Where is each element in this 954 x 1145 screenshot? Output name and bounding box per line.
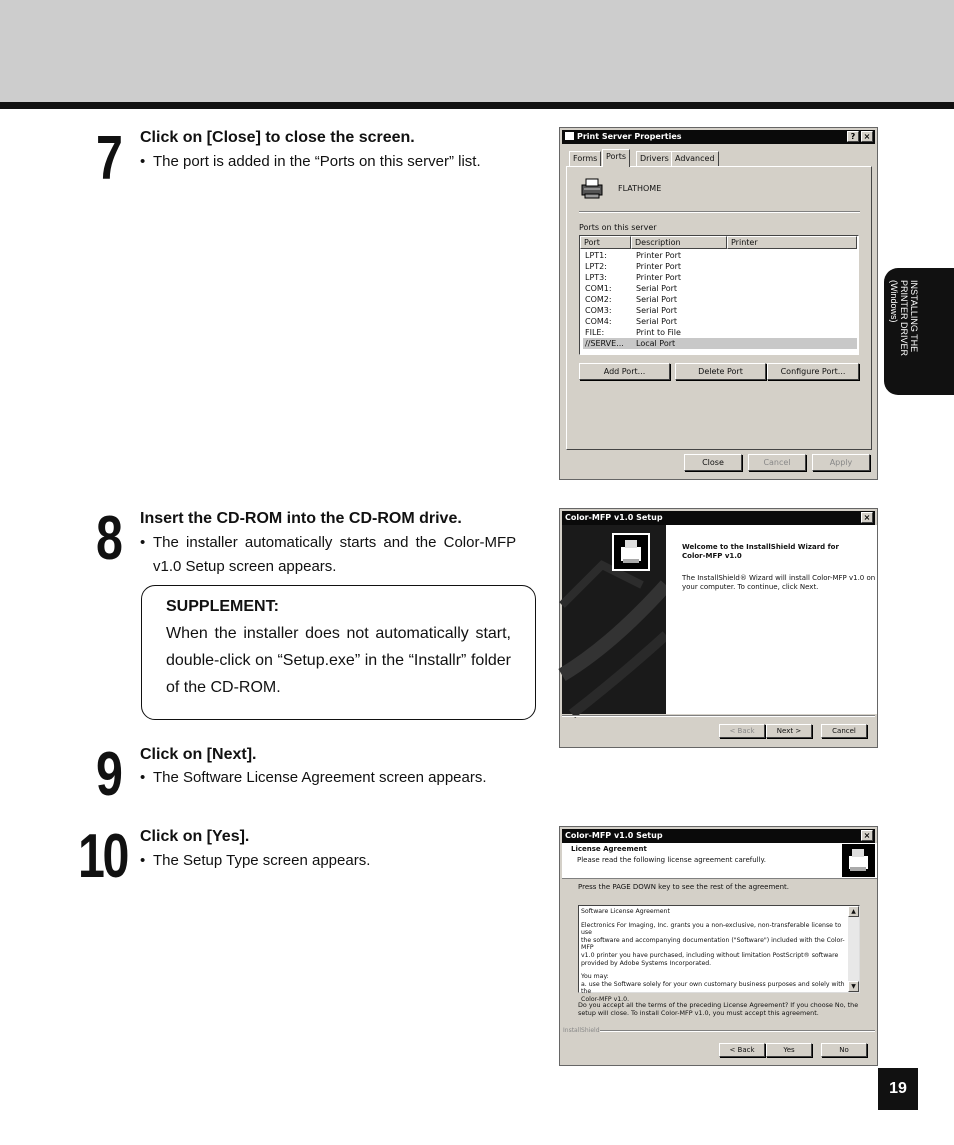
step-9-title: Click on [Next]. <box>140 746 257 763</box>
bullet-icon: • <box>140 769 146 786</box>
list-item-selected[interactable] <box>583 338 857 349</box>
accept-question <box>578 1001 858 1017</box>
step-9-number: 9 <box>96 740 121 809</box>
close-button[interactable]: Close <box>684 454 742 471</box>
tab-advanced[interactable]: Advanced <box>671 151 719 166</box>
port-description: Serial Port <box>636 295 678 304</box>
column-port[interactable]: Port <box>580 236 631 249</box>
setup-welcome-window <box>559 508 878 748</box>
license-textbox[interactable] <box>578 905 860 1003</box>
list-item[interactable] <box>583 294 857 305</box>
step-9-bullet-text: The Software License Agreement screen appears. <box>153 769 487 786</box>
chapter-tab-label <box>889 280 919 356</box>
print-server-properties-window <box>559 127 878 480</box>
port-description: Serial Port <box>636 284 678 293</box>
cancel-button[interactable]: Cancel <box>748 454 806 471</box>
welcome-body-line-2: your computer. To continue, click Next. <box>682 583 819 591</box>
list-item[interactable] <box>583 250 857 261</box>
column-printer[interactable]: Printer <box>727 236 857 249</box>
port-name: COM3: <box>585 306 612 315</box>
license-agreement-window <box>559 826 878 1066</box>
list-item[interactable] <box>583 261 857 272</box>
agreement-line: a. use the Software solely for your own customary business purposes and solely with the <box>581 980 845 996</box>
agreement-line: the software and accompanying documentation ("Software") included with the Color-MFP <box>581 936 845 952</box>
port-description: Serial Port <box>636 317 678 326</box>
server-name: FLATHOME <box>618 184 662 193</box>
list-item[interactable] <box>583 316 857 327</box>
setup-title: Color-MFP v1.0 Setup <box>565 513 663 522</box>
step-8-number: 8 <box>96 504 121 573</box>
step-8-bullet-line2: v1.0 Setup screen appears. <box>153 558 337 575</box>
port-name: COM2: <box>585 295 612 304</box>
welcome-panel <box>666 525 877 714</box>
license-subheading: Please read the following license agreement carefully. <box>577 856 766 864</box>
cancel-button[interactable]: Cancel <box>821 724 867 738</box>
list-item[interactable] <box>583 272 857 283</box>
step-10-bullet <box>140 849 370 873</box>
step-8-bullet <box>140 531 535 579</box>
divider <box>562 715 875 717</box>
agreement-line: provided by Adobe Systems Incorporated. <box>581 959 712 967</box>
step-8-bullet-line1: The installer automatically starts and the Color-MFP <box>153 534 517 551</box>
step-10-number: 10 <box>78 822 128 891</box>
license-heading: License Agreement <box>571 845 647 853</box>
step-7-number: 7 <box>96 124 121 193</box>
supplement-title: SUPPLEMENT: <box>166 598 279 615</box>
header-band <box>0 0 954 102</box>
chapter-tab-line-2: PRINTER DRIVER <box>899 280 909 357</box>
page-down-note: Press the PAGE DOWN key to see the rest of the agreement. <box>578 883 790 891</box>
welcome-body <box>682 574 875 592</box>
printer-small-icon <box>565 132 574 140</box>
step-10-bullet-text: The Setup Type screen appears. <box>153 852 371 869</box>
ports-panel <box>566 166 872 450</box>
tab-ports[interactable]: Ports <box>602 149 630 167</box>
agreement-line: You may: <box>581 973 609 981</box>
step-9-bullet <box>140 766 487 790</box>
agreement-title: Software License Agreement <box>581 908 670 915</box>
welcome-heading-line-1: Welcome to the InstallShield Wizard for <box>682 543 839 551</box>
ports-list[interactable] <box>579 235 859 355</box>
welcome-heading-line-2: Color-MFP v1.0 <box>682 552 742 560</box>
chapter-tab-line-3: (Windows) <box>889 280 899 323</box>
bullet-icon: • <box>140 534 146 551</box>
accept-question-line-1: Do you accept all the terms of the preceding License Agreement? If you choose No, the <box>578 1001 859 1009</box>
port-name: FILE: <box>585 328 605 337</box>
header-rule <box>0 102 954 109</box>
tab-forms[interactable]: Forms <box>569 151 601 166</box>
agreement-line: Color-MFP v1.0. <box>581 995 630 1003</box>
list-item[interactable] <box>583 327 857 338</box>
close-window-button[interactable]: × <box>861 512 873 523</box>
back-button[interactable]: < Back <box>719 1043 765 1057</box>
port-name: LPT1: <box>585 251 607 260</box>
divider <box>600 1030 875 1032</box>
list-item[interactable] <box>583 305 857 316</box>
port-description: Printer Port <box>636 262 682 271</box>
license-title: Color-MFP v1.0 Setup <box>565 831 663 840</box>
step-8-title: Insert the CD-ROM into the CD-ROM drive. <box>140 510 462 527</box>
step-7-bullet-text: The port is added in the “Ports on this server” list. <box>153 153 481 170</box>
port-description: Local Port <box>636 339 676 348</box>
port-name: LPT3: <box>585 273 607 282</box>
installer-icon <box>842 844 875 877</box>
port-name: //SERVE... <box>585 339 624 348</box>
scroll-up-icon[interactable]: ▲ <box>848 906 859 917</box>
next-button[interactable]: Next > <box>766 724 812 738</box>
step-10-title: Click on [Yes]. <box>140 828 250 845</box>
installshield-brand: InstallShield <box>563 1027 600 1034</box>
license-scrollbar[interactable] <box>848 906 859 992</box>
port-name: LPT2: <box>585 262 607 271</box>
divider <box>579 211 860 213</box>
welcome-body-line-1: The InstallShield® Wizard will install Color-MFP v1.0 on <box>682 574 876 582</box>
bullet-icon: • <box>140 852 146 869</box>
supplement-box <box>141 585 536 720</box>
step-7-bullet <box>140 150 481 174</box>
close-window-button[interactable]: × <box>861 830 873 841</box>
print-server-title: Print Server Properties <box>577 132 682 141</box>
add-port-button[interactable]: Add Port... <box>579 363 670 380</box>
bullet-icon: • <box>140 153 146 170</box>
close-window-button[interactable]: × <box>861 131 873 142</box>
port-description: Print to File <box>636 328 681 337</box>
welcome-heading <box>682 543 839 561</box>
scroll-down-icon[interactable]: ▼ <box>848 981 859 992</box>
license-titlebar <box>562 829 875 843</box>
port-description: Serial Port <box>636 306 678 315</box>
print-server-titlebar <box>562 130 875 144</box>
setup-titlebar <box>562 511 875 525</box>
port-name: COM1: <box>585 284 612 293</box>
help-button[interactable]: ? <box>847 131 859 142</box>
yes-button[interactable]: Yes <box>766 1043 812 1057</box>
apply-button[interactable]: Apply <box>812 454 870 471</box>
column-description[interactable]: Description <box>631 236 727 249</box>
accept-question-line-2: setup will close. To install Color-MFP v1.0, you must accept this agreement. <box>578 1009 819 1017</box>
port-description: Printer Port <box>636 273 682 282</box>
tab-drivers[interactable]: Drivers <box>636 151 673 166</box>
configure-port-button[interactable]: Configure Port... <box>767 363 859 380</box>
delete-port-button[interactable]: Delete Port <box>675 363 766 380</box>
page-number: 19 <box>878 1068 918 1110</box>
ports-label: Ports on this server <box>579 223 657 232</box>
chapter-tab-line-1: INSTALLING THE <box>909 280 919 353</box>
list-item[interactable] <box>583 283 857 294</box>
agreement-line: v1.0 printer you have purchased, including without limitation PostScript® software <box>581 951 839 959</box>
license-header-panel <box>562 843 877 879</box>
installer-icon <box>612 533 650 571</box>
port-description: Printer Port <box>636 251 682 260</box>
printer-server-icon <box>579 177 605 199</box>
back-button[interactable]: < Back <box>719 724 765 738</box>
step-7-title: Click on [Close] to close the screen. <box>140 129 415 146</box>
no-button[interactable]: No <box>821 1043 867 1057</box>
agreement-line: Electronics For Imaging, Inc. grants you a non-exclusive, non-transferable license to use <box>581 921 842 937</box>
port-name: COM4: <box>585 317 612 326</box>
supplement-text: When the installer does not automatically start, double-click on “Setup.exe” in the “Installr” folder of the CD-ROM. <box>166 625 511 696</box>
